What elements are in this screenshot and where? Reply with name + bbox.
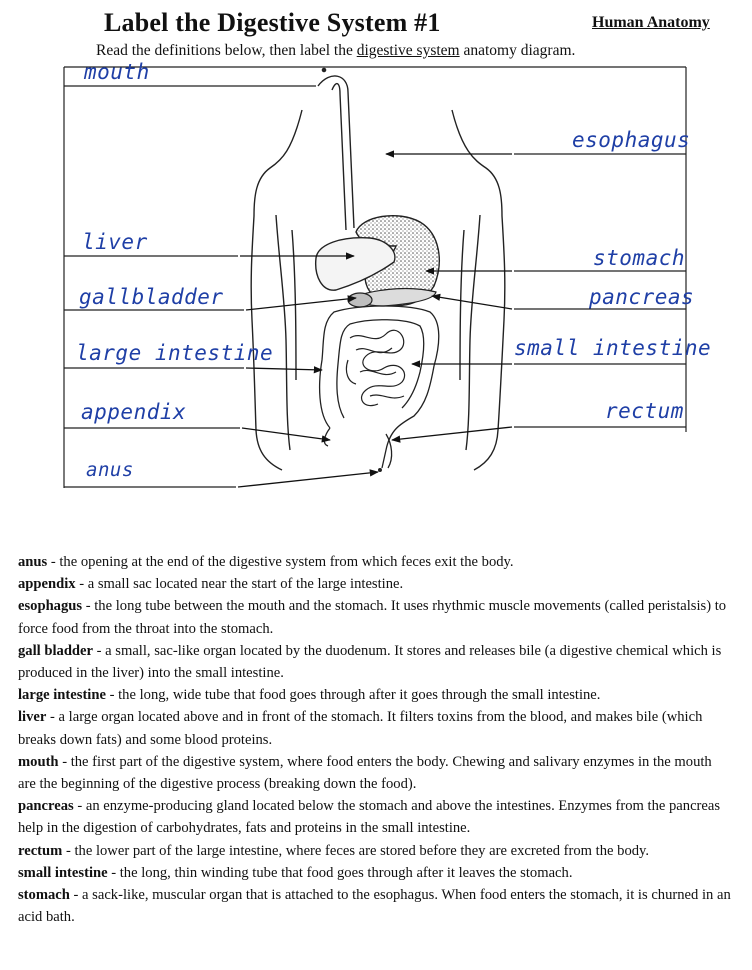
definition-text: - a large organ located above and in front of the stomach. It filters toxins from the blood, and makes bile (which breaks down fats) and some blood proteins. [18,709,703,748]
definition-gall-bladder [18,640,732,684]
definition-esophagus [18,595,732,639]
definition-term: stomach [18,887,70,904]
definition-pancreas [18,795,732,839]
definition-text: - a small sac located near the start of the large intestine. [75,576,404,593]
label-esophagus: esophagus [572,128,691,152]
definition-text: - a small, sac-like organ located by the duodenum. It stores and releases bile (a digestive chemical which is produced in the liver) into the small intestine. [18,642,722,682]
definition-term: gall bladder [18,642,94,659]
instructions-text-start: Read the definitions below, then label the [96,42,357,59]
gallbladder-organ [348,293,372,307]
label-pancreas: pancreas [589,285,695,309]
label-stomach: stomach [593,246,686,270]
subject-heading: Human Anatomy [592,14,710,31]
definition-term: rectum [18,842,63,859]
definition-rectum [18,840,732,862]
small-intestine-organ [346,330,404,405]
definition-text: - the first part of the digestive system, where food enters the body. Chewing and salivary enzymes in the mouth are the beginning of the digestive process (breaking down the food). [18,753,712,793]
definition-text: - the long, thin winding tube that food goes through after it leaves the stomach. [107,864,573,881]
label-large-intestine: large intestine [76,341,274,365]
definition-appendix [18,573,732,595]
label-liver: liver [82,230,148,254]
definition-small-intestine [18,862,732,884]
definition-term: liver [18,709,47,726]
definitions-list [18,551,732,928]
definition-text: - the opening at the end of the digestive system from which feces exit the body. [47,554,514,570]
definition-term: small intestine [18,864,108,881]
label-small-intestine: small intestine [514,336,712,360]
definition-term: appendix [18,576,76,593]
definition-term: large intestine [18,687,106,704]
definition-text: - the long tube between the mouth and the stomach. It uses rhythmic muscle movements (called peristalsis) to force food from the throat into the stomach. [18,598,727,637]
definition-mouth [18,751,732,795]
worksheet-title: Label the Digestive System #1 [104,8,441,37]
instructions-underlined: digestive system [356,42,460,59]
definition-term: pancreas [18,798,74,815]
instructions-text-end: anatomy diagram. [459,42,576,59]
definition-text: - a sack-like, muscular organ that is attached to the esophagus. When food enters the stomach, it is churned in an acid bath. [18,887,731,926]
label-anus: anus [86,459,134,481]
label-mouth: mouth [84,60,150,84]
label-rectum: rectum [605,399,684,423]
rectum-organ [386,434,392,468]
definition-term: mouth [18,753,59,770]
definition-text: - the long, wide tube that food goes through after it goes through the small intestine. [105,687,601,704]
definition-text: - the lower part of the large intestine, where feces are stored before they are excreted from the body. [62,842,650,859]
label-gallbladder: gallbladder [79,285,224,309]
large-intestine-organ [320,306,439,468]
esophagus-organ [318,68,354,230]
definition-liver [18,706,732,750]
definition-term: anus [18,554,48,570]
definition-term: esophagus [18,598,83,615]
label-appendix: appendix [81,400,187,424]
definition-large-intestine [18,684,732,706]
definition-stomach [18,884,732,928]
appendix-organ [324,428,330,446]
definition-anus [18,551,732,573]
definition-text: - an enzyme-producing gland located below the stomach and above the intestines. Enzymes from the pancreas help in the digestion of carbohydrates, fats and proteins in the small intestine. [18,798,721,837]
anus-point [378,468,382,472]
